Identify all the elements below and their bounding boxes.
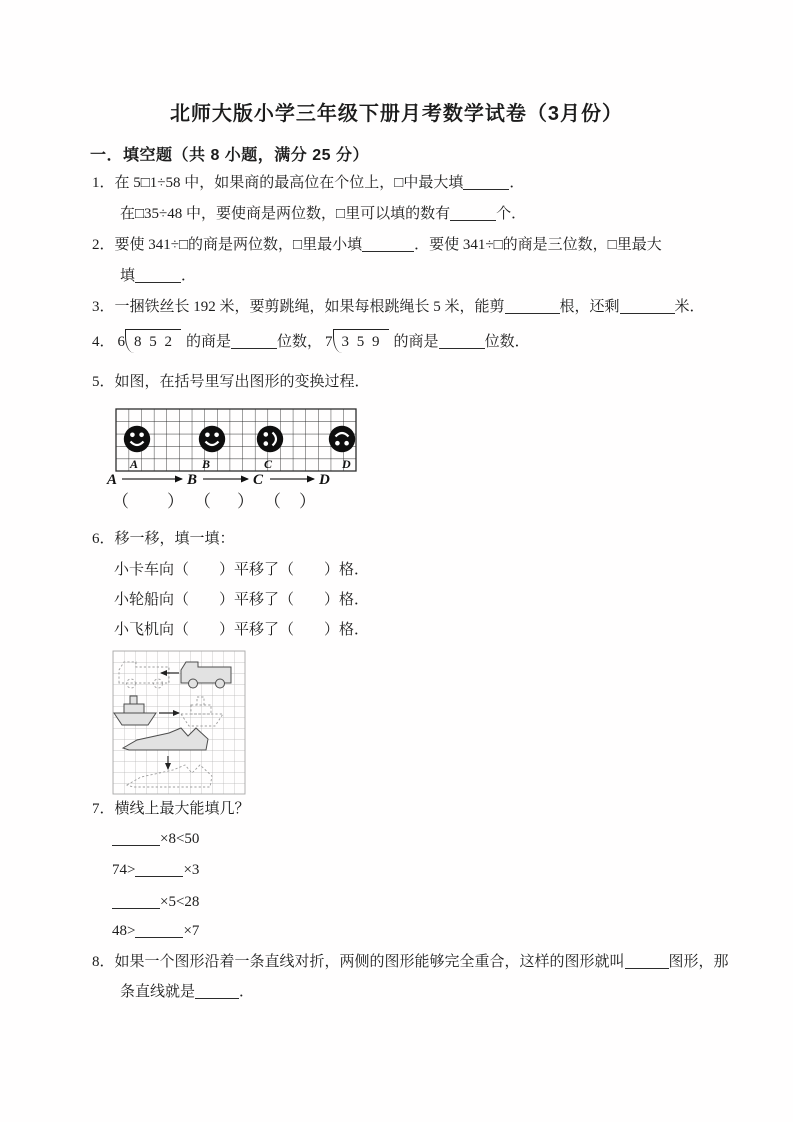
question-1-line-1 bbox=[92, 172, 524, 194]
question-7-line-3 bbox=[112, 891, 199, 913]
question-text: 图形，那 bbox=[668, 954, 729, 970]
question-4-line bbox=[92, 329, 530, 353]
close-paren: ） bbox=[167, 492, 184, 511]
grid-label-d: D bbox=[342, 457, 351, 471]
question-text: ． bbox=[181, 268, 197, 284]
dividend: 8 5 2 bbox=[125, 329, 181, 353]
question-text: 条直线就是 bbox=[120, 984, 196, 1000]
fill-blank bbox=[625, 955, 669, 969]
grid-label-a: A bbox=[130, 457, 139, 471]
inequality-text: ×3 bbox=[183, 862, 200, 878]
inequality-text: ×5<28 bbox=[160, 894, 200, 910]
fill-blank bbox=[135, 863, 183, 877]
question-1-line-2 bbox=[120, 203, 526, 225]
long-division-2 bbox=[325, 329, 389, 353]
fill-blank bbox=[450, 207, 496, 221]
fill-blank bbox=[362, 238, 414, 252]
question-5-line bbox=[92, 371, 370, 393]
fill-blank bbox=[112, 832, 160, 846]
question-text: 7．横线上最大能填几？ bbox=[92, 801, 250, 817]
long-division-1 bbox=[118, 329, 182, 353]
question-text: 的商是 bbox=[186, 334, 232, 350]
question-text: 6．移一移，填一填： bbox=[92, 531, 235, 547]
fill-blank bbox=[620, 300, 675, 314]
question-2-line-2 bbox=[120, 265, 196, 287]
grid-border bbox=[116, 409, 356, 471]
close-paren: ） bbox=[237, 492, 254, 511]
fill-blank bbox=[195, 985, 239, 999]
question-text: 米． bbox=[674, 299, 705, 315]
paper-title: 北师大版小学三年级下册月考数学试卷（3月份） bbox=[169, 103, 624, 125]
open-paren: （ bbox=[112, 492, 129, 511]
answer-parens-2 bbox=[194, 492, 254, 512]
dividend: 3 5 9 bbox=[333, 329, 389, 353]
question-2-line-1 bbox=[92, 234, 662, 256]
question-text: 5．如图，在括号里写出图形的变换过程． bbox=[92, 374, 370, 390]
fill-blank bbox=[135, 269, 181, 283]
answer-parens-1 bbox=[112, 492, 184, 512]
inequality-text: 48> bbox=[112, 923, 136, 939]
question-text: 小卡车向（ ）平移了（ ）格． bbox=[114, 562, 370, 578]
smiley-c-rotated-icon bbox=[257, 426, 283, 452]
question-text: 根，还剩 bbox=[559, 299, 620, 315]
inequality-text: 74> bbox=[112, 862, 136, 878]
question-6-title bbox=[92, 528, 235, 550]
fill-blank bbox=[112, 895, 160, 909]
translation-grid-figure bbox=[113, 651, 245, 794]
question-6-line-truck bbox=[114, 559, 369, 581]
question-text: 在□35÷48 中，要使商是两位数，□里可以填的数有 bbox=[120, 206, 451, 222]
transform-flow-arrows bbox=[104, 470, 336, 492]
question-text: 小轮船向（ ）平移了（ ）格． bbox=[114, 592, 370, 608]
fill-blank bbox=[505, 300, 560, 314]
fill-blank bbox=[439, 335, 485, 349]
divisor: 7 bbox=[325, 334, 333, 350]
question-text: 2．要使 341÷□的商是两位数，□里最小填 bbox=[92, 237, 363, 253]
flow-label-a: A bbox=[107, 472, 118, 488]
question-text: 8．如果一个图形沿着一条直线对折，两侧的图形能够完全重合，这样的图形就叫 bbox=[92, 954, 625, 970]
question-8-line-2 bbox=[120, 981, 254, 1003]
fill-blank bbox=[231, 335, 277, 349]
flow-label-c: C bbox=[253, 472, 264, 488]
open-paren: （ bbox=[194, 492, 211, 511]
smiley-d-rotated-icon bbox=[329, 426, 355, 452]
question-text: 小飞机向（ ）平移了（ ）格． bbox=[114, 622, 370, 638]
close-paren: ） bbox=[299, 492, 316, 511]
question-7-line-1 bbox=[112, 828, 199, 850]
section-heading: 一．填空题（共 8 小题，满分 25 分） bbox=[90, 147, 369, 164]
question-text: 3．一捆铁丝长 192 米，要剪跳绳，如果每根跳绳长 5 米，能剪 bbox=[92, 299, 505, 315]
question-7-line-4 bbox=[112, 920, 199, 942]
grid-label-b: B bbox=[202, 457, 211, 471]
question-text: ． bbox=[239, 984, 255, 1000]
smiley-grid-figure bbox=[116, 409, 356, 471]
grid-label-c: C bbox=[264, 457, 273, 471]
smiley-a-icon bbox=[124, 426, 150, 452]
question-text: 的商是 bbox=[393, 334, 439, 350]
question-text: 个． bbox=[496, 206, 527, 222]
question-7-line-2 bbox=[112, 859, 199, 881]
fill-blank bbox=[135, 924, 183, 938]
question-text: 4． bbox=[92, 334, 115, 350]
fill-blank bbox=[463, 176, 509, 190]
smiley-b-icon bbox=[199, 426, 225, 452]
question-text: ． bbox=[509, 175, 525, 191]
question-text: 位数， bbox=[277, 334, 323, 350]
question-6-line-ship bbox=[114, 589, 369, 611]
question-text: 位数． bbox=[484, 334, 530, 350]
question-8-line-1 bbox=[92, 951, 729, 973]
flow-label-b: B bbox=[187, 472, 198, 488]
answer-parens-3 bbox=[264, 492, 316, 512]
question-6-line-plane bbox=[114, 619, 369, 641]
open-paren: （ bbox=[264, 492, 281, 511]
question-7-title bbox=[92, 798, 250, 820]
question-text: 1．在 5□1÷58 中，如果商的最高位在个位上，□中最大填 bbox=[92, 175, 464, 191]
question-text: 填 bbox=[120, 268, 136, 284]
inequality-text: ×7 bbox=[183, 923, 200, 939]
question-text: ．要使 341÷□的商是三位数，□里最大 bbox=[414, 237, 662, 253]
inequality-text: ×8<50 bbox=[160, 831, 200, 847]
divisor: 6 bbox=[117, 334, 126, 350]
flow-label-d: D bbox=[319, 472, 330, 488]
question-3-line bbox=[92, 296, 705, 318]
